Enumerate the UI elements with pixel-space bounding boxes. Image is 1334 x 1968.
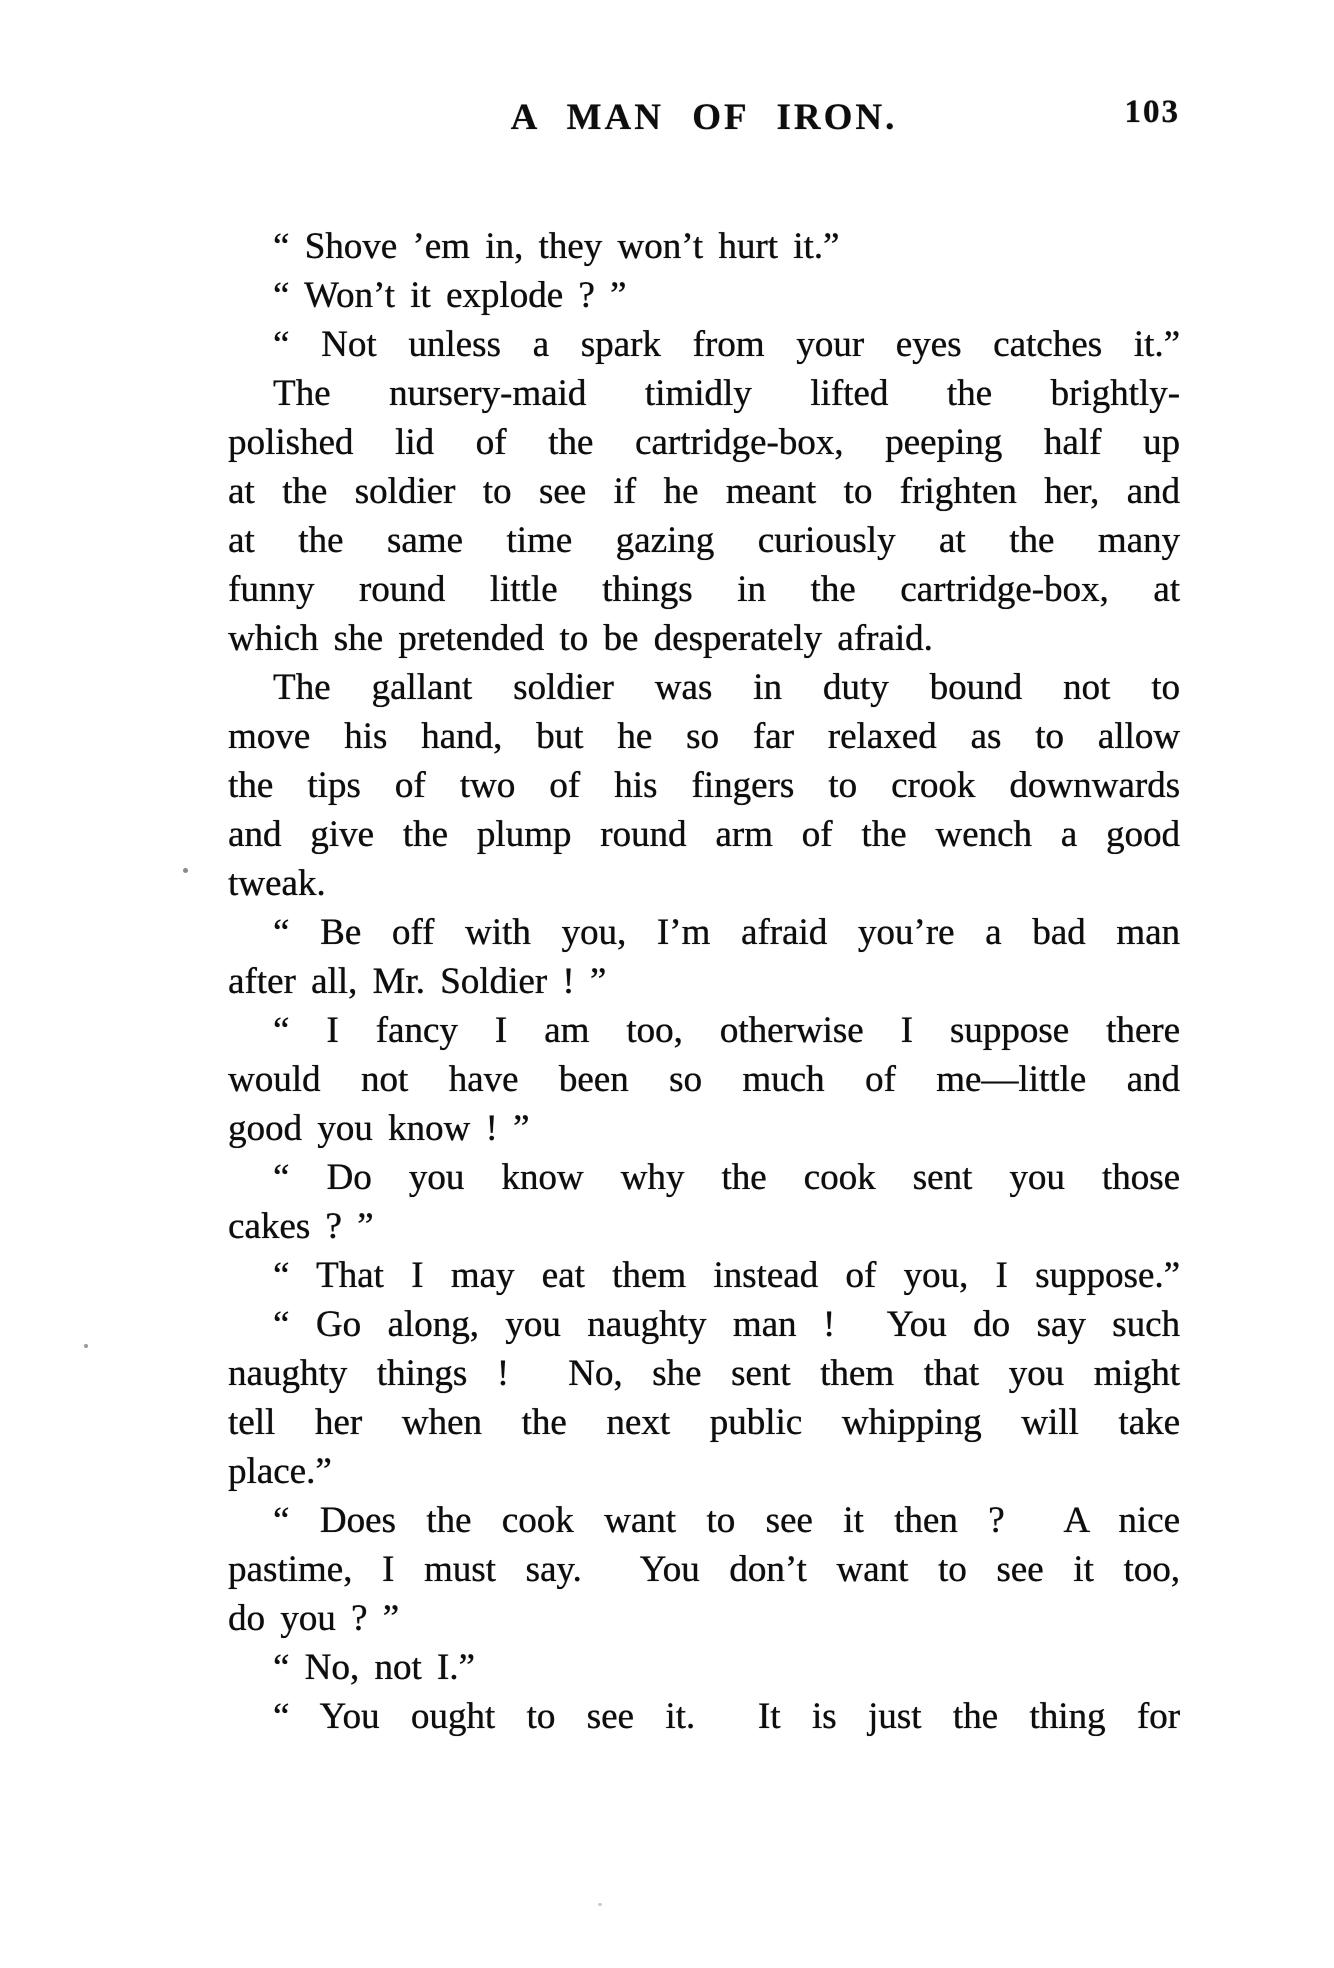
text-line: The gallant soldier was in duty bound not to	[273, 667, 1180, 708]
ink-speck	[84, 1344, 88, 1348]
text-line: cakes ? ”	[228, 1206, 374, 1247]
text-line: polished lid of the cartridge-box, peeping half up	[228, 422, 1180, 463]
text-line: “ That I may eat them instead of you, I suppose.”	[273, 1255, 1180, 1296]
text-line: “ Go along, you naughty man ! You do say such	[273, 1304, 1180, 1345]
text-block	[228, 222, 1180, 1741]
text-line: “ No, not I.”	[273, 1647, 475, 1688]
text-line: “ Be off with you, I’m afraid you’re a bad man	[273, 912, 1180, 953]
text-line: which she pretended to be desperately afraid.	[228, 618, 933, 659]
text-line: after all, Mr. Soldier ! ”	[228, 961, 607, 1002]
text-line: The nursery-maid timidly lifted the brightly-	[273, 373, 1180, 414]
text-line: “ Shove ’em in, they won’t hurt it.”	[273, 226, 840, 267]
text-line: “ You ought to see it. It is just the thing for	[273, 1696, 1180, 1737]
page-header	[228, 96, 1180, 142]
text-line: at the same time gazing curiously at the many	[228, 520, 1180, 561]
text-line: naughty things ! No, she sent them that you might	[228, 1353, 1180, 1394]
text-line: “ Do you know why the cook sent you those	[273, 1157, 1180, 1198]
ink-speck	[183, 868, 188, 873]
text-line: place.”	[228, 1451, 332, 1492]
text-line: tell her when the next public whipping will take	[228, 1402, 1180, 1443]
text-line: “ Won’t it explode ? ”	[273, 275, 627, 316]
text-line: the tips of two of his fingers to crook downwards	[228, 765, 1180, 806]
text-line: pastime, I must say. You don’t want to see it too,	[228, 1549, 1180, 1590]
text-line: “ Does the cook want to see it then ? A nice	[273, 1500, 1180, 1541]
page-number: 103	[1124, 94, 1180, 130]
text-line: tweak.	[228, 863, 326, 904]
text-line: good you know ! ”	[228, 1108, 530, 1149]
ink-speck	[598, 1903, 602, 1906]
text-line: would not have been so much of me—little and	[228, 1059, 1180, 1100]
text-line: move his hand, but he so far relaxed as to allow	[228, 716, 1180, 757]
text-line: “ I fancy I am too, otherwise I suppose there	[273, 1010, 1180, 1051]
text-line: at the soldier to see if he meant to frighten her, and	[228, 471, 1180, 512]
running-title: A MAN OF IRON.	[510, 97, 898, 138]
text-line: do you ? ”	[228, 1598, 400, 1639]
text-line: funny round little things in the cartridge-box, at	[228, 569, 1180, 610]
text-line: and give the plump round arm of the wench a good	[228, 814, 1180, 855]
text-line: “ Not unless a spark from your eyes catches it.”	[273, 324, 1180, 365]
